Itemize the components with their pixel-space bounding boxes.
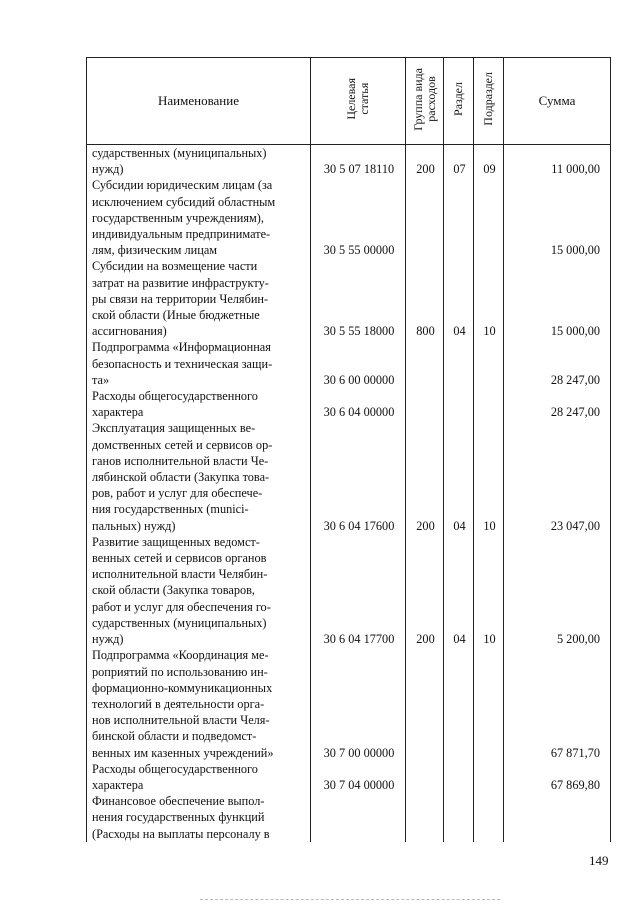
cell-name-line: Расходы общегосударственного: [92, 389, 258, 404]
cell-name-line: нужд): [92, 162, 124, 177]
cell-name: [87, 647, 311, 760]
cell-group: [406, 177, 444, 258]
table-row: [87, 177, 611, 258]
cell-subsection: [474, 177, 504, 258]
table-header-row: [87, 58, 611, 145]
column-header-target-label: Целевая статья: [344, 78, 371, 120]
cell-name-line: исполнительной власти Челябин-: [92, 567, 268, 582]
cell-name: [87, 420, 311, 533]
cell-name-line: Подпрограмма «Координация ме-: [92, 648, 269, 663]
cell-sum: 67 869,80: [504, 761, 611, 793]
table-row: [87, 339, 611, 388]
cell-sum: 15 000,00: [504, 177, 611, 258]
cell-target: 30 6 04 00000: [311, 388, 406, 420]
cell-name-line: государственным учреждениям),: [92, 210, 264, 225]
cell-name-line: Финансовое обеспечение выпол-: [92, 794, 265, 809]
cell-group: 200: [406, 534, 444, 647]
cell-name-line: Подпрограмма «Информационная: [92, 340, 271, 355]
column-header-group: [406, 58, 444, 145]
table-row: [87, 647, 611, 760]
cell-target: 30 5 55 18000: [311, 258, 406, 339]
cell-name-line: бинской области и подведомст-: [92, 729, 257, 744]
cell-name-line: Расходы общегосударственного: [92, 761, 258, 776]
cell-name-line: характера: [92, 405, 144, 420]
table-row: [87, 258, 611, 339]
cell-name-line: та»: [92, 372, 110, 387]
cell-name-line: нения государственных функций: [92, 810, 265, 825]
column-header-group-label: Группа вида расходов: [410, 67, 438, 131]
cell-name: [87, 177, 311, 258]
cell-name-line: лям, физическим лицам: [92, 243, 218, 258]
cell-group: [406, 793, 444, 842]
cell-sum: 28 247,00: [504, 339, 611, 388]
cell-name-line: ской области (Иные бюджетные: [92, 308, 260, 323]
cell-sum: 23 047,00: [504, 420, 611, 533]
cell-name-line: лябинской области (Закупка това-: [92, 470, 270, 485]
cell-target: 30 7 04 00000: [311, 761, 406, 793]
cell-name: [87, 534, 311, 647]
cell-name-line: венных им казенных учреждений»: [92, 745, 274, 760]
scan-edge-divider: [200, 899, 500, 901]
table-row: [87, 534, 611, 647]
cell-name-line: работ и услуг для обеспечения го-: [92, 599, 271, 614]
cell-name-line: ры связи на территории Челябин-: [92, 291, 269, 306]
cell-name-line: сударственных (муниципальных): [92, 146, 267, 160]
cell-target: 30 6 04 17700: [311, 534, 406, 647]
cell-subsection: [474, 647, 504, 760]
cell-name-line: нужд): [92, 632, 124, 647]
column-header-sum: Сумма: [504, 58, 611, 145]
cell-target: 30 5 55 00000: [311, 177, 406, 258]
cell-name-line: ассигнования): [92, 324, 167, 339]
column-header-target: [311, 58, 406, 145]
column-header-section-label: Раздел: [451, 81, 465, 116]
cell-subsection: 10: [474, 534, 504, 647]
column-header-subsection-label: Подраздел: [481, 72, 495, 126]
cell-name-line: Субсидии на возмещение части: [92, 259, 258, 274]
cell-name-line: роприятий по использованию ин-: [92, 664, 268, 679]
table-row: [87, 388, 611, 420]
cell-section: 04: [444, 534, 474, 647]
cell-name-line: домственных сетей и сервисов ор-: [92, 437, 273, 452]
cell-group: [406, 339, 444, 388]
cell-name-line: формационно-коммуникационных: [92, 680, 273, 695]
cell-section: [444, 761, 474, 793]
cell-sum: [504, 793, 611, 842]
table-row: [87, 145, 611, 178]
cell-group: [406, 388, 444, 420]
page-number: 149: [589, 853, 609, 868]
cell-target: 30 7 00 00000: [311, 647, 406, 760]
cell-name-line: пальных) нужд): [92, 518, 176, 533]
cell-sum: 28 247,00: [504, 388, 611, 420]
cell-group: 200: [406, 145, 444, 178]
cell-name-line: затрат на развитие инфраструкту-: [92, 275, 269, 290]
cell-target: 30 6 00 00000: [311, 339, 406, 388]
cell-sum: 15 000,00: [504, 258, 611, 339]
cell-name-line: ской области (Закупка товаров,: [92, 583, 255, 598]
cell-section: [444, 177, 474, 258]
cell-target: 30 6 04 17600: [311, 420, 406, 533]
cell-group: 200: [406, 420, 444, 533]
cell-name-line: характера: [92, 777, 144, 792]
cell-target: 30 5 07 18110: [311, 145, 406, 178]
cell-sum: 5 200,00: [504, 534, 611, 647]
cell-name: [87, 258, 311, 339]
cell-target: [311, 793, 406, 842]
cell-name: [87, 339, 311, 388]
cell-sum: 11 000,00: [504, 145, 611, 178]
cell-section: 04: [444, 420, 474, 533]
table-row: [87, 761, 611, 793]
cell-group: [406, 761, 444, 793]
cell-name: [87, 388, 311, 420]
cell-section: [444, 793, 474, 842]
cell-group: [406, 647, 444, 760]
cell-name-line: ров, работ и услуг для обеспече-: [92, 486, 263, 501]
cell-section: 04: [444, 258, 474, 339]
cell-name-line: исключением субсидий областным: [92, 194, 276, 209]
cell-name-line: (Расходы на выплаты персоналу в: [92, 826, 270, 841]
cell-name-line: Развитие защищенных ведомст-: [92, 534, 260, 549]
cell-subsection: 09: [474, 145, 504, 178]
cell-subsection: 10: [474, 420, 504, 533]
cell-subsection: [474, 793, 504, 842]
cell-name-line: ния государственных (munici-: [92, 502, 249, 517]
cell-name-line: ганов исполнительной власти Че-: [92, 453, 269, 468]
column-header-subsection: [474, 58, 504, 145]
cell-name-line: сударственных (муниципальных): [92, 615, 267, 630]
cell-name-line: индивидуальным предпринимате-: [92, 227, 271, 242]
cell-name: [87, 793, 311, 842]
cell-section: 07: [444, 145, 474, 178]
cell-name-line: технологий в деятельности орга-: [92, 696, 265, 711]
cell-group: 800: [406, 258, 444, 339]
cell-subsection: [474, 339, 504, 388]
cell-sum: 67 871,70: [504, 647, 611, 760]
cell-section: [444, 339, 474, 388]
column-header-section: [444, 58, 474, 145]
cell-subsection: [474, 388, 504, 420]
cell-name-line: Субсидии юридическим лицам (за: [92, 178, 273, 193]
budget-table: [86, 57, 611, 842]
cell-name-line: Эксплуатация защищенных ве-: [92, 421, 256, 436]
cell-name: [87, 761, 311, 793]
table-row: [87, 793, 611, 842]
table-row: [87, 420, 611, 533]
cell-name: [87, 145, 311, 178]
cell-section: [444, 388, 474, 420]
cell-name-line: нов исполнительной власти Челя-: [92, 713, 270, 728]
cell-name-line: безопасность и техническая защи-: [92, 356, 273, 371]
cell-subsection: [474, 761, 504, 793]
cell-section: [444, 647, 474, 760]
cell-name-line: венных сетей и сервисов органов: [92, 551, 267, 566]
table-body: [87, 145, 611, 842]
column-header-name: Наименование: [87, 58, 311, 145]
cell-subsection: 10: [474, 258, 504, 339]
